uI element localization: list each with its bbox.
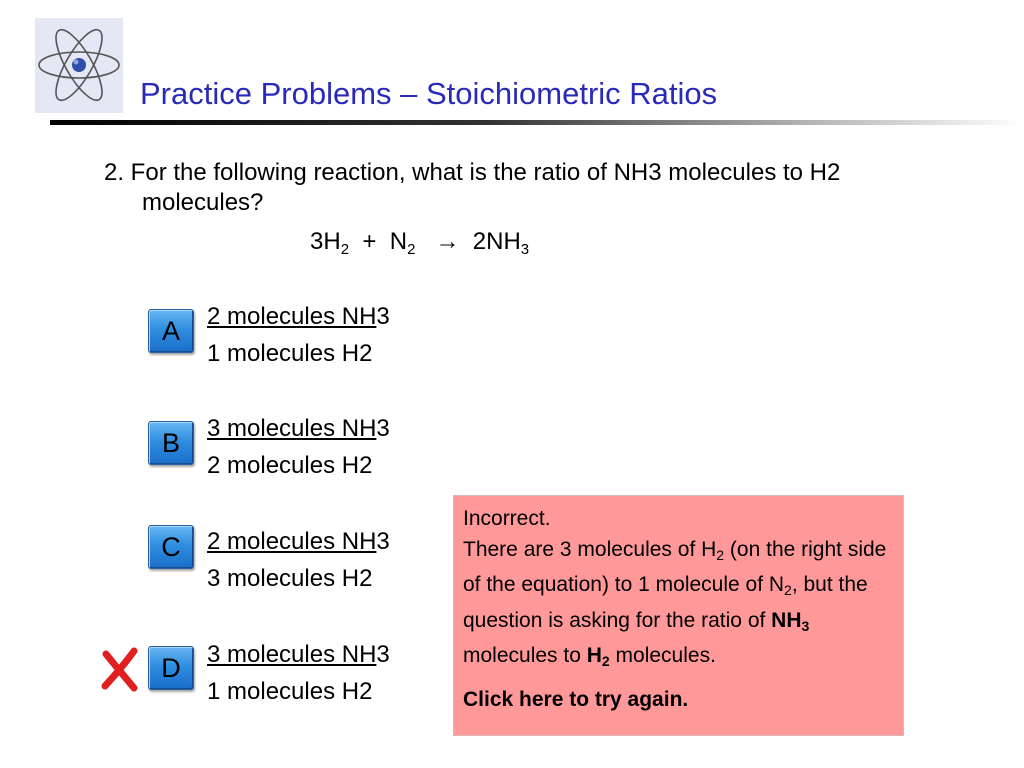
feedback-status: Incorrect.	[463, 507, 551, 530]
option-c-button[interactable]	[148, 525, 194, 569]
option-d-text	[207, 636, 390, 710]
feedback-panel	[453, 495, 904, 736]
option-b-denominator: 2 molecules H2	[207, 452, 373, 479]
page-title: Practice Problems – Stoichiometric Ratios	[140, 76, 718, 111]
option-c-numerator: 2 molecules NH3	[207, 528, 390, 555]
option-a-button[interactable]	[148, 309, 194, 353]
question-line-1: 2. For the following reaction, what is the ratio of NH3 molecules to H2	[104, 159, 841, 186]
option-c-denominator: 3 molecules H2	[207, 565, 373, 592]
equation-h2: $3H_2$	[310, 228, 350, 258]
equation-nh3: $2NH_3$	[472, 228, 530, 258]
option-c-text	[207, 523, 390, 597]
option-d-letter: D	[161, 652, 181, 683]
option-b-button[interactable]	[148, 421, 194, 465]
option-d-denominator: 1 molecules H2	[207, 678, 373, 705]
option-c-letter: C	[161, 531, 181, 562]
feedback-explanation: There are 3 molecules of $H_2$ (on the right side of the equation) to 1 molecule of $N_2$, but the question is asking for the ratio of $NH_3$ molecules to $H_2$ molecules.	[463, 537, 887, 669]
option-a-letter: A	[161, 315, 180, 346]
option-a-denominator: 1 molecules H2	[207, 340, 373, 367]
incorrect-x-icon	[100, 646, 140, 692]
option-b-text	[207, 410, 390, 484]
question-text	[104, 158, 1004, 218]
arrow-right-icon: →	[435, 228, 460, 255]
option-a-numerator: 2 molecules NH3	[207, 303, 390, 330]
title-divider	[50, 120, 1024, 125]
equation-n2: $N_2$	[389, 228, 416, 258]
chemical-equation	[310, 228, 529, 258]
equation-plus: +	[362, 228, 377, 255]
atom-logo-icon	[35, 18, 123, 113]
option-d-numerator: 3 molecules NH3	[207, 641, 390, 668]
option-d-button[interactable]	[148, 646, 194, 690]
question-line-2: molecules?	[142, 189, 264, 216]
option-a-text	[207, 298, 390, 372]
option-b-numerator: 3 molecules NH3	[207, 415, 390, 442]
try-again-link[interactable]: Click here to try again.	[463, 687, 689, 711]
option-b-letter: B	[161, 427, 180, 458]
